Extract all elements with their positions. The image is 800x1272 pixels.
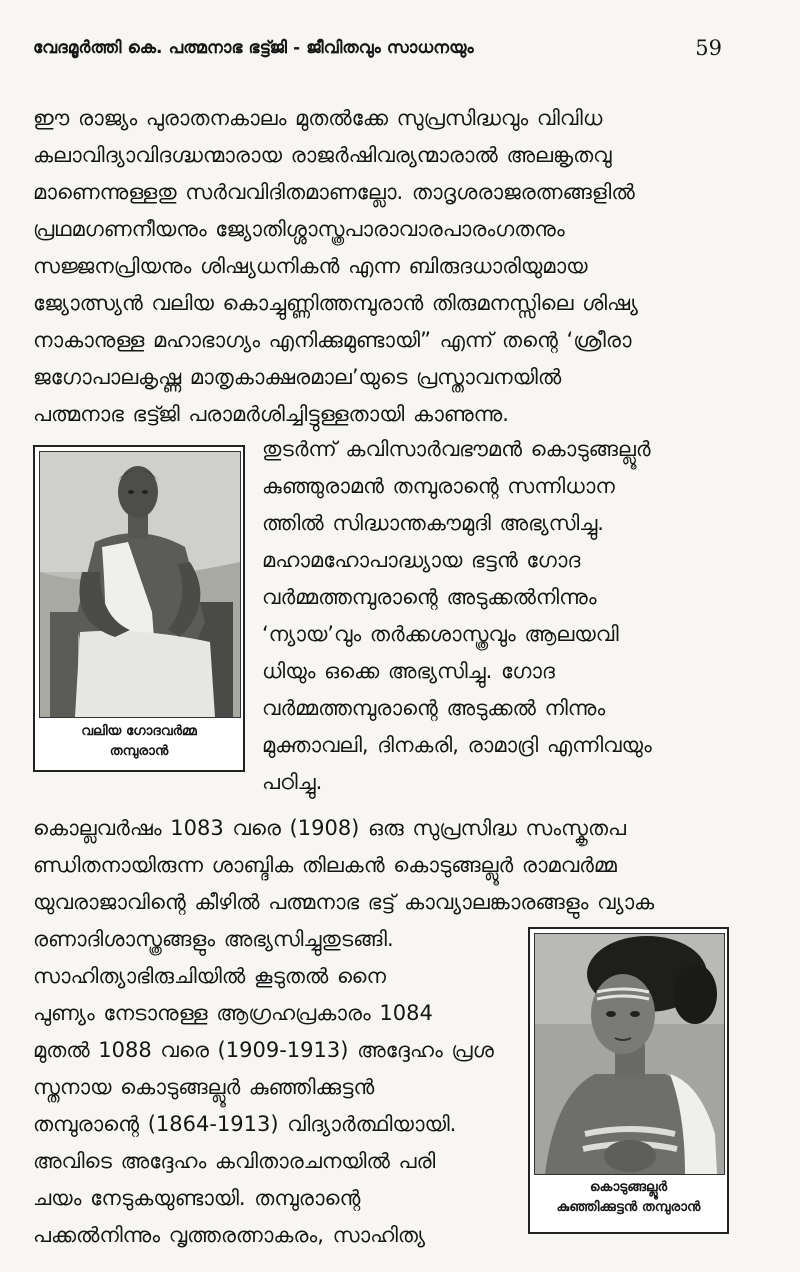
text-line: ണ്ഡിതനായിരുന്ന ശാബ്ദിക തിലകൻ കൊടുങ്ങല്ലൂർ രാമവർമ്മ xyxy=(33,853,617,877)
caption-line: വലിയ ഗോദവർമ്മ xyxy=(81,723,197,739)
text-line: കുഞ്ഞുരാമൻ തമ്പുരാന്റെ സന്നിധാന xyxy=(262,474,615,498)
text-line: സ്തനായ കൊടുങ്ങല്ലൂർ കുഞ്ഞിക്കുട്ടൻ xyxy=(33,1075,375,1099)
text-line: ധിയും ഒക്കെ അഭ്യസിച്ചു. ഗോദ xyxy=(262,659,555,683)
portrait-photo xyxy=(534,933,725,1175)
text-line: വർമ്മത്തമ്പുരാന്റെ അടുക്കൽനിന്നും xyxy=(262,585,597,609)
text-line: മാണെന്നുള്ളതു സർവവിദിതമാണല്ലോ. താദൃശരാജരത്നങ്ങളിൽ xyxy=(33,180,635,204)
figure-kunjikkuttan-thampuran xyxy=(528,927,729,1234)
text-line: സാഹിത്യാഭിരുചിയിൽ കൂടുതൽ നൈ xyxy=(33,964,386,988)
text-line: പ്രഥമഗണനീയനും ജ്യോതിശ്ശാസ്ത്രപാരാവാരപാരംഗതനും xyxy=(33,217,565,241)
caption-line: തമ്പുരാൻ xyxy=(109,743,169,759)
text-line: കൊല്ലവർഷം 1083 വരെ (1908) ഒരു സുപ്രസിദ്ധ സംസ്കൃതപ xyxy=(33,816,626,840)
caption-line: കുഞ്ഞിക്കുട്ടൻ തമ്പുരാൻ xyxy=(556,1199,701,1215)
text-line: ചയം നേടുകയുണ്ടായി. തമ്പുരാന്റെ xyxy=(33,1186,361,1210)
text-line: രണാദിശാസ്ത്രങ്ങളും അഭ്യസിച്ചുതുടങ്ങി. xyxy=(33,927,394,951)
text-line: ത്തിൽ സിദ്ധാന്തകൗമുദി അഭ്യസിച്ചു. xyxy=(262,511,604,535)
figure-valiya-godavarma xyxy=(33,445,245,772)
text-line: അവിടെ അദ്ദേഹം കവിതാരചനയിൽ പരി xyxy=(33,1149,436,1173)
figure-caption xyxy=(35,721,243,761)
portrait-illustration xyxy=(40,452,240,717)
text-line: തുടർന്ന് കവിസാർവഭൗമൻ കൊടുങ്ങല്ലൂർ xyxy=(262,437,651,461)
text-line: ജഗോപാലകൃഷ്ണ മാതൃകാക്ഷരമാല’യുടെ പ്രസ്താവനയിൽ xyxy=(33,365,562,389)
text-line: തമ്പുരാന്റെ (1864-1913) വിദ്യാർത്ഥിയായി. xyxy=(33,1112,457,1136)
text-line: പക്കൽനിന്നും വൃത്തരത്നാകരം, സാഹിത്യ xyxy=(33,1223,426,1247)
text-line: വർമ്മത്തമ്പുരാന്റെ അടുക്കൽ നിന്നും xyxy=(262,696,606,720)
text-line: പഠിച്ചു. xyxy=(262,770,323,794)
text-line: ജ്യോത്സ്യൻ വലിയ കൊച്ചുണ്ണിത്തമ്പുരാൻ തിരുമനസ്സിലെ ശിഷ്യ xyxy=(33,291,638,315)
text-line: മുതൽ 1088 വരെ (1909-1913) അദ്ദേഹം പ്രശ xyxy=(33,1038,494,1062)
text-line: മഹാമഹോപാദ്ധ്യായ ഭട്ടൻ ഗോദ xyxy=(262,548,581,572)
text-line: യുവരാജാവിന്റെ കീഴിൽ പത്മനാഭ ഭട്ട് കാവ്യാലങ്കാരങ്ങളും വ്യാക xyxy=(33,890,655,914)
text-line: നാകാനുള്ള മഹാഭാഗ്യം എനിക്കുമുണ്ടായി” എന്ന് തന്റെ ‘ശ്രീരാ xyxy=(33,328,632,352)
text-line: ഈ രാജ്യം പുരാതനകാലം മുതൽക്കേ സുപ്രസിദ്ധവും വിവിധ xyxy=(33,106,603,130)
text-line: പത്മനാഭ ഭട്ട്ജി പരാമർശിച്ചിട്ടുള്ളതായി കാണുന്നു. xyxy=(33,402,509,426)
text-line: കലാവിദ്യാവിദഗ്ദ്ധന്മാരായ രാജർഷിവര്യന്മാരാൽ അലങ്കൃതവു xyxy=(33,143,612,167)
portrait-illustration xyxy=(535,934,724,1174)
text-line: ‘ന്യായ’വും തർക്കശാസ്ത്രവും ആലയവി xyxy=(262,622,619,646)
text-line: സജ്ജനപ്രിയനും ശിഷ്യധനികൻ എന്ന ബിരുദധാരിയുമായ xyxy=(33,254,588,278)
running-title: വേദമൂർത്തി കെ. പത്മനാഭ ഭട്ട്ജി - ജീവിതവും സാധനയും xyxy=(33,38,474,58)
text-line: മുക്താവലി, ദിനകരി, രാമാദ്രി എന്നിവയും xyxy=(262,733,652,757)
caption-line: കൊടുങ്ങല്ലൂർ xyxy=(589,1179,668,1195)
text-line: പുണ്യം നേടാനുള്ള ആഗ്രഹപ്രകാരം 1084 xyxy=(33,1001,433,1025)
portrait-photo xyxy=(39,451,241,718)
figure-caption xyxy=(530,1177,727,1217)
page-number: 59 xyxy=(695,36,722,60)
